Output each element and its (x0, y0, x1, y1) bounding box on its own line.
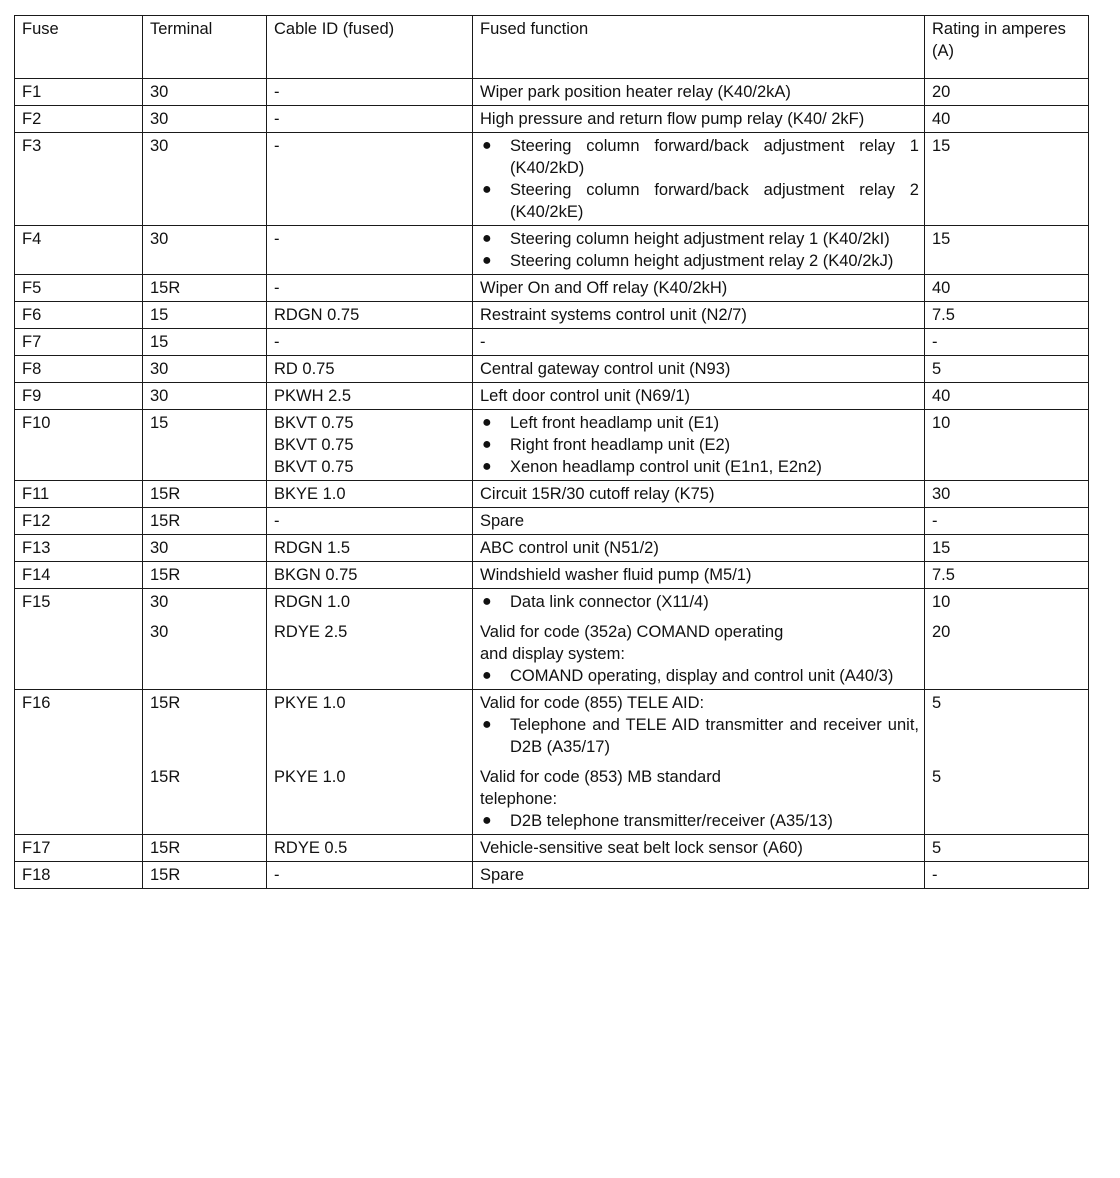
terminal-cell (143, 79, 267, 106)
function-text: ABC control unit (N51/2) (480, 539, 659, 557)
table-row (15, 79, 1089, 106)
cable-id-line: PKYE 1.0 (274, 694, 346, 712)
fused-function-cell (473, 589, 925, 690)
fused-function-cell (473, 410, 925, 481)
function-intro-line: Valid for code (855) TELE AID: (480, 694, 705, 712)
header-fuse: Fuse (15, 16, 143, 79)
cable-entry (274, 331, 467, 353)
cable-entry (274, 766, 467, 788)
terminal-entry: 15R (150, 866, 181, 884)
fuse-cell: F2 (15, 106, 143, 133)
rating-entry: 30 (932, 485, 951, 503)
bullet-dot-icon: ● (482, 593, 492, 610)
cable-entry (274, 385, 467, 407)
cable-id-cell (267, 562, 473, 589)
function-bullet-list (480, 412, 919, 478)
cable-entry (274, 412, 467, 478)
cable-entry (274, 864, 467, 886)
terminal-entry: 30 (150, 137, 169, 155)
rating-entry: 7.5 (932, 566, 955, 584)
terminal-cell (143, 329, 267, 356)
cable-entry (274, 537, 467, 559)
cable-id-line: RDYE 0.5 (274, 839, 348, 857)
cable-id-line: RDYE 2.5 (274, 623, 348, 641)
cable-entry (274, 510, 467, 532)
function-bullet-list (480, 714, 919, 758)
fuse-cell: F18 (15, 862, 143, 889)
table-row (15, 535, 1089, 562)
function-bullet-item (480, 456, 919, 478)
rating-cell (925, 79, 1089, 106)
fused-function-cell (473, 275, 925, 302)
cable-id-line: BKVT 0.75 (274, 458, 354, 476)
table-row (15, 226, 1089, 275)
rating-entry: - (932, 866, 938, 884)
terminal-cell (143, 302, 267, 329)
function-text: High pressure and return flow pump relay (K40/ 2kF) (480, 110, 865, 128)
bullet-dot-icon: ● (482, 414, 492, 431)
function-text: - (480, 333, 486, 351)
function-bullet-item (480, 665, 919, 687)
fused-function-cell (473, 356, 925, 383)
rating-entry: 40 (932, 110, 951, 128)
fused-function-cell (473, 481, 925, 508)
fuse-cell: F10 (15, 410, 143, 481)
rating-cell (925, 275, 1089, 302)
rating-entry: 7.5 (932, 306, 955, 324)
rating-entry: 15 (932, 230, 951, 248)
cable-id-cell (267, 79, 473, 106)
bullet-dot-icon: ● (482, 181, 492, 198)
table-row (15, 302, 1089, 329)
cable-id-cell (267, 410, 473, 481)
rating-cell (925, 356, 1089, 383)
cable-entry (274, 483, 467, 505)
cable-id-cell (267, 835, 473, 862)
cable-id-cell (267, 356, 473, 383)
table-row (15, 508, 1089, 535)
cable-entry (274, 621, 467, 643)
cable-id-line: - (274, 137, 280, 155)
table-row (15, 690, 1089, 835)
rating-cell (925, 835, 1089, 862)
cable-entry (274, 135, 467, 157)
rating-cell (925, 133, 1089, 226)
rating-cell (925, 226, 1089, 275)
rating-entry: 5 (932, 768, 942, 786)
terminal-entry: 15R (150, 485, 181, 503)
rating-entry: 40 (932, 387, 951, 405)
cable-id-line: BKVT 0.75 (274, 436, 354, 454)
fused-function-cell (473, 835, 925, 862)
terminal-entry: 15R (150, 694, 181, 712)
fused-function-cell (473, 79, 925, 106)
cable-id-cell (267, 690, 473, 835)
fuse-cell: F15 (15, 589, 143, 690)
terminal-entry: 15R (150, 839, 181, 857)
terminal-entry: 30 (150, 360, 169, 378)
function-entry (480, 108, 919, 130)
cable-entry (274, 837, 467, 859)
fuse-cell: F4 (15, 226, 143, 275)
cable-entry (274, 108, 467, 130)
terminal-cell (143, 383, 267, 410)
terminal-cell (143, 481, 267, 508)
fuse-cell: F7 (15, 329, 143, 356)
function-bullet-text: Steering column forward/back adjustment relay 1 (K40/2kD) (510, 137, 919, 177)
terminal-cell (143, 106, 267, 133)
rating-entry: 15 (932, 539, 951, 557)
terminal-entry: 30 (150, 83, 169, 101)
function-entry (480, 564, 919, 586)
terminal-cell (143, 356, 267, 383)
bullet-dot-icon: ● (482, 667, 492, 684)
function-entry (480, 591, 919, 613)
cable-id-line: - (274, 512, 280, 530)
fused-function-cell (473, 329, 925, 356)
function-entry (480, 385, 919, 407)
fused-function-cell (473, 862, 925, 889)
rating-entry: 20 (932, 623, 951, 641)
terminal-cell (143, 862, 267, 889)
function-text: Wiper park position heater relay (K40/2kA) (480, 83, 791, 101)
function-entry (480, 358, 919, 380)
function-text: Windshield washer fluid pump (M5/1) (480, 566, 752, 584)
function-text: Spare (480, 866, 525, 884)
rating-cell (925, 383, 1089, 410)
bullet-dot-icon: ● (482, 716, 492, 733)
rating-entry: - (932, 333, 938, 351)
fused-function-cell (473, 690, 925, 835)
cable-id-line: PKWH 2.5 (274, 387, 352, 405)
cable-id-line: PKYE 1.0 (274, 768, 346, 786)
cable-id-line: RDGN 1.0 (274, 593, 351, 611)
rating-cell (925, 562, 1089, 589)
function-bullet-text: Steering column height adjustment relay 1 (K40/2kI) (510, 230, 890, 248)
function-bullet-text: Xenon headlamp control unit (E1n1, E2n2) (510, 458, 822, 476)
rating-cell (925, 862, 1089, 889)
function-entry (480, 692, 919, 758)
fuse-cell: F11 (15, 481, 143, 508)
cable-id-line: RDGN 0.75 (274, 306, 360, 324)
cable-id-line: - (274, 110, 280, 128)
cable-entry (274, 692, 467, 714)
cable-id-cell (267, 329, 473, 356)
function-bullet-list (480, 810, 919, 832)
rating-entry: 15 (932, 137, 951, 155)
cable-id-line: - (274, 230, 280, 248)
terminal-entry: 15R (150, 566, 181, 584)
terminal-entry: 15 (150, 306, 169, 324)
function-text: Spare (480, 512, 525, 530)
fuse-cell: F6 (15, 302, 143, 329)
function-text: Restraint systems control unit (N2/7) (480, 306, 747, 324)
table-row (15, 835, 1089, 862)
bullet-dot-icon: ● (482, 458, 492, 475)
bullet-dot-icon: ● (482, 436, 492, 453)
table-row (15, 383, 1089, 410)
rating-cell (925, 106, 1089, 133)
cable-id-line: RDGN 1.5 (274, 539, 351, 557)
fused-function-cell (473, 302, 925, 329)
fuse-cell: F14 (15, 562, 143, 589)
table-row (15, 410, 1089, 481)
function-bullet-list (480, 228, 919, 272)
rating-cell (925, 508, 1089, 535)
function-entry (480, 81, 919, 103)
function-entry (480, 412, 919, 478)
header-terminal: Terminal (143, 16, 267, 79)
function-entry (480, 510, 919, 532)
cable-id-line: BKYE 1.0 (274, 485, 346, 503)
cable-id-cell (267, 275, 473, 302)
function-bullet-item (480, 810, 919, 832)
function-intro-line: Valid for code (352a) COMAND operating (480, 623, 784, 641)
rating-entry: - (932, 512, 938, 530)
cable-entry (274, 358, 467, 380)
header-cable-id: Cable ID (fused) (267, 16, 473, 79)
rating-entry: 10 (932, 414, 951, 432)
rating-cell (925, 481, 1089, 508)
fused-function-cell (473, 508, 925, 535)
function-bullet-item (480, 250, 919, 272)
fuse-cell: F3 (15, 133, 143, 226)
function-bullet-text: Telephone and TELE AID transmitter and receiver unit, D2B (A35/17) (510, 716, 919, 756)
fuse-table-body (15, 79, 1089, 889)
cable-id-line: - (274, 279, 280, 297)
cable-id-cell (267, 589, 473, 690)
rating-entry: 20 (932, 83, 951, 101)
table-row (15, 133, 1089, 226)
terminal-entry: 15R (150, 279, 181, 297)
terminal-entry: 30 (150, 230, 169, 248)
function-bullet-list (480, 135, 919, 223)
function-bullet-item (480, 228, 919, 250)
rating-cell (925, 690, 1089, 835)
terminal-cell (143, 562, 267, 589)
cable-id-line: BKGN 0.75 (274, 566, 358, 584)
cable-entry (274, 81, 467, 103)
terminal-cell (143, 133, 267, 226)
fuse-cell: F13 (15, 535, 143, 562)
terminal-entry: 30 (150, 593, 169, 611)
cable-entry (274, 277, 467, 299)
fused-function-cell (473, 535, 925, 562)
function-text: Wiper On and Off relay (K40/2kH) (480, 279, 728, 297)
terminal-entry: 15 (150, 333, 169, 351)
bullet-dot-icon: ● (482, 812, 492, 829)
rating-cell (925, 410, 1089, 481)
cable-entry (274, 564, 467, 586)
function-text: Vehicle-sensitive seat belt lock sensor (A60) (480, 839, 803, 857)
header-row (15, 16, 1089, 79)
rating-entry: 5 (932, 694, 942, 712)
function-entry (480, 621, 919, 687)
cable-id-line: - (274, 333, 280, 351)
terminal-entry: 15R (150, 512, 181, 530)
fuse-cell: F9 (15, 383, 143, 410)
terminal-entry: 15 (150, 414, 169, 432)
cable-id-cell (267, 106, 473, 133)
cable-id-cell (267, 226, 473, 275)
function-bullet-text: Steering column forward/back adjustment relay 2 (K40/2kE) (510, 181, 919, 221)
fuse-cell: F5 (15, 275, 143, 302)
table-row (15, 356, 1089, 383)
fuse-cell: F8 (15, 356, 143, 383)
table-row (15, 589, 1089, 690)
cable-id-line: BKVT 0.75 (274, 414, 354, 432)
function-bullet-item (480, 135, 919, 179)
rating-entry: 10 (932, 593, 951, 611)
cable-id-cell (267, 481, 473, 508)
function-bullet-text: Steering column height adjustment relay 2 (K40/2kJ) (510, 252, 894, 270)
rating-entry: 40 (932, 279, 951, 297)
cable-id-cell (267, 383, 473, 410)
terminal-cell (143, 275, 267, 302)
function-text: Central gateway control unit (N93) (480, 360, 731, 378)
table-row (15, 481, 1089, 508)
rating-entry: 5 (932, 360, 942, 378)
terminal-cell (143, 410, 267, 481)
function-entry (480, 837, 919, 859)
function-entry (480, 766, 919, 832)
function-entry (480, 864, 919, 886)
terminal-cell (143, 535, 267, 562)
terminal-entry: 30 (150, 623, 169, 641)
table-row (15, 275, 1089, 302)
function-text: Circuit 15R/30 cutoff relay (K75) (480, 485, 715, 503)
rating-cell (925, 302, 1089, 329)
function-bullet-item (480, 179, 919, 223)
function-bullet-list (480, 591, 919, 613)
terminal-entry: 30 (150, 387, 169, 405)
bullet-dot-icon: ● (482, 230, 492, 247)
terminal-entry: 15R (150, 768, 181, 786)
fuse-cell: F16 (15, 690, 143, 835)
function-bullet-list (480, 665, 919, 687)
function-bullet-text: Right front headlamp unit (E2) (510, 436, 731, 454)
table-row (15, 106, 1089, 133)
fused-function-cell (473, 133, 925, 226)
cable-id-cell (267, 862, 473, 889)
bullet-dot-icon: ● (482, 252, 492, 269)
function-entry (480, 304, 919, 326)
terminal-entry: 30 (150, 539, 169, 557)
function-bullet-text: COMAND operating, display and control unit (A40/3) (510, 667, 894, 685)
function-bullet-item (480, 412, 919, 434)
cable-id-cell (267, 508, 473, 535)
cable-id-cell (267, 535, 473, 562)
cable-entry (274, 591, 467, 613)
function-bullet-item (480, 591, 919, 613)
rating-entry: 5 (932, 839, 942, 857)
fuse-cell: F1 (15, 79, 143, 106)
fused-function-cell (473, 106, 925, 133)
bullet-dot-icon: ● (482, 137, 492, 154)
rating-cell (925, 535, 1089, 562)
header-fused-function: Fused function (473, 16, 925, 79)
cable-entry (274, 304, 467, 326)
table-row (15, 329, 1089, 356)
header-rating: Rating in amperes (A) (925, 16, 1089, 79)
function-bullet-text: Data link connector (X11/4) (510, 593, 709, 611)
rating-cell (925, 329, 1089, 356)
fuse-table (14, 15, 1089, 889)
rating-cell (925, 589, 1089, 690)
function-intro-line: and display system: (480, 645, 625, 663)
function-bullet-item (480, 434, 919, 456)
cable-id-cell (267, 302, 473, 329)
function-entry (480, 537, 919, 559)
cable-id-cell (267, 133, 473, 226)
function-entry (480, 331, 919, 353)
function-bullet-text: Left front headlamp unit (E1) (510, 414, 720, 432)
terminal-cell (143, 835, 267, 862)
fused-function-cell (473, 383, 925, 410)
terminal-cell (143, 226, 267, 275)
function-entry (480, 228, 919, 272)
terminal-cell (143, 508, 267, 535)
table-row (15, 862, 1089, 889)
function-text: Left door control unit (N69/1) (480, 387, 691, 405)
cable-id-line: RD 0.75 (274, 360, 335, 378)
function-bullet-text: D2B telephone transmitter/receiver (A35/13) (510, 812, 833, 830)
fuse-cell: F12 (15, 508, 143, 535)
function-intro-line: Valid for code (853) MB standard (480, 768, 721, 786)
terminal-cell (143, 589, 267, 690)
fuse-cell: F17 (15, 835, 143, 862)
cable-entry (274, 228, 467, 250)
fused-function-cell (473, 226, 925, 275)
function-entry (480, 277, 919, 299)
table-row (15, 562, 1089, 589)
terminal-cell (143, 690, 267, 835)
function-entry (480, 135, 919, 223)
fused-function-cell (473, 562, 925, 589)
function-intro-line: telephone: (480, 790, 558, 808)
terminal-entry: 30 (150, 110, 169, 128)
cable-id-line: - (274, 866, 280, 884)
cable-id-line: - (274, 83, 280, 101)
function-bullet-item (480, 714, 919, 758)
function-entry (480, 483, 919, 505)
